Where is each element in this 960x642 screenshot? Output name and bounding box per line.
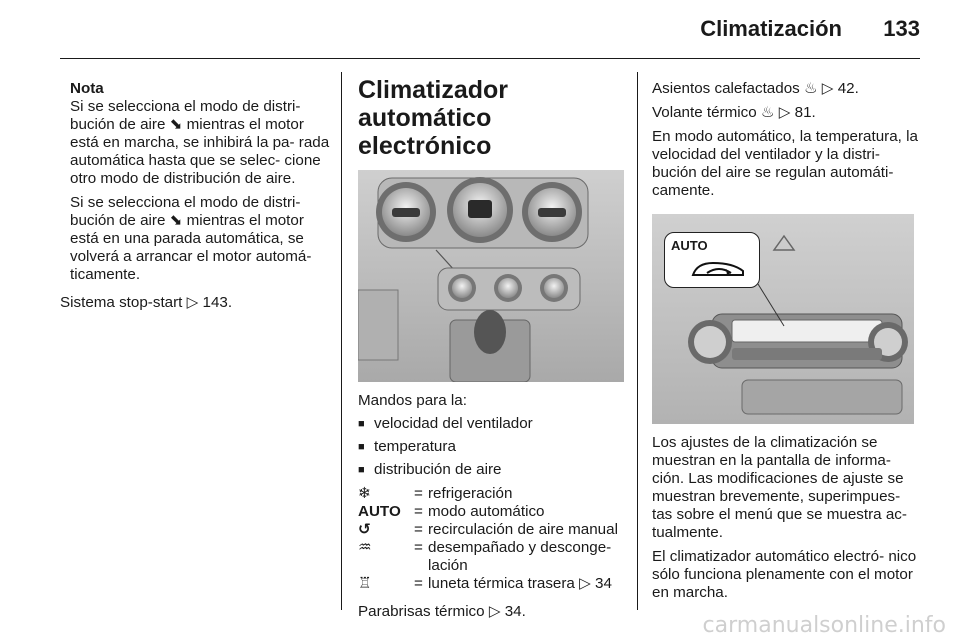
section-heading [358,76,624,160]
callout-auto-label: AUTO [671,238,708,253]
legend-equals: = [414,539,423,556]
legend-text: desempañado y desconge- lación [428,539,612,574]
windshield-reference: Parabrisas térmico ▷ 34. [358,603,526,620]
legend-text: modo automático [428,503,545,520]
legend-equals: = [414,575,423,592]
legend-row [358,539,624,575]
info-display-photo [652,214,914,424]
display-paragraph: Los ajustes de la climatización se muestran en la pantalla de informa- ción. Las modificaciones de ajuste se muestran brevemente, superimpues- tas sobre el menú que se muestra ac- tualmente. [652,434,907,541]
heading-line-1: Climatizador automático [358,76,509,132]
stopstart-reference: Sistema stop-start ▷ 143. [60,294,233,311]
auto-callout [664,232,760,288]
legend-row [358,485,624,503]
legend-equals: = [414,503,423,520]
legend-equals: = [414,521,423,538]
legend-row [358,521,624,539]
recirculation-icon: ↺ [358,521,371,538]
note-paragraph-2: Si se selecciona el modo de distri- bución de aire ⬊ mientras el motor está en una parada automática, se volverá a arrancar el motor automá- ticamente. [70,194,312,283]
legend-text: refrigeración [428,485,513,502]
legend-text: luneta térmica trasera ▷ 34 [428,575,612,592]
defrost-icon: ♒ [358,539,372,556]
note-paragraph-1: Si se selecciona el modo de distri- bución de aire ⬊ mientras el motor está en marcha, se inhibirá la pa- rada automática hasta que se selec- cione otro modo de distribución de aire. [70,98,330,187]
column-1 [62,80,330,312]
fan-speed-knob [376,182,436,242]
column-divider-left [341,72,342,610]
function-paragraph: El climatizador automático electró- nico sólo funciona plenamente con el motor en marcha. [652,548,917,601]
rear-window-heater-icon: ♖ [358,575,372,592]
header-divider [60,58,920,59]
legend-equals: = [414,485,423,502]
column-divider-right [637,72,638,610]
header-title: Climatización [700,16,842,41]
heated-wheel-reference: Volante térmico ♨ ▷ 81. [652,104,816,121]
page-number: 133 [883,16,920,41]
temperature-knob [447,177,513,243]
symbol-legend [358,485,624,593]
snowflake-icon: ❄ [358,485,371,502]
legend-row [358,575,624,593]
auto-symbol: AUTO [358,503,401,520]
bullet-item: ■ velocidad del ventilador [358,415,624,433]
heated-seats-reference: Asientos calefactados ♨ ▷ 42. [652,80,859,97]
recirculation-car-icon [689,257,749,281]
bullet-item: ■ temperatura [358,438,624,456]
auto-mode-paragraph: En modo automático, la temperatura, la velocidad del ventilador y la distri- bución del aire se regulan automáti- camente. [652,128,918,199]
air-distribution-knob [522,182,582,242]
watermark: carmanualsonline.info [702,613,946,638]
legend-text: recirculación de aire manual [428,521,618,538]
bullet-item: ■ distribución de aire [358,461,624,479]
note-box [62,80,330,284]
column-3 [652,80,922,602]
controls-intro: Mandos para la: [358,392,467,409]
note-title: Nota [70,80,104,97]
heading-line-2: electrónico [358,132,492,160]
climate-control-panel-photo [358,170,624,382]
column-2 [358,76,624,621]
legend-row [358,503,624,521]
